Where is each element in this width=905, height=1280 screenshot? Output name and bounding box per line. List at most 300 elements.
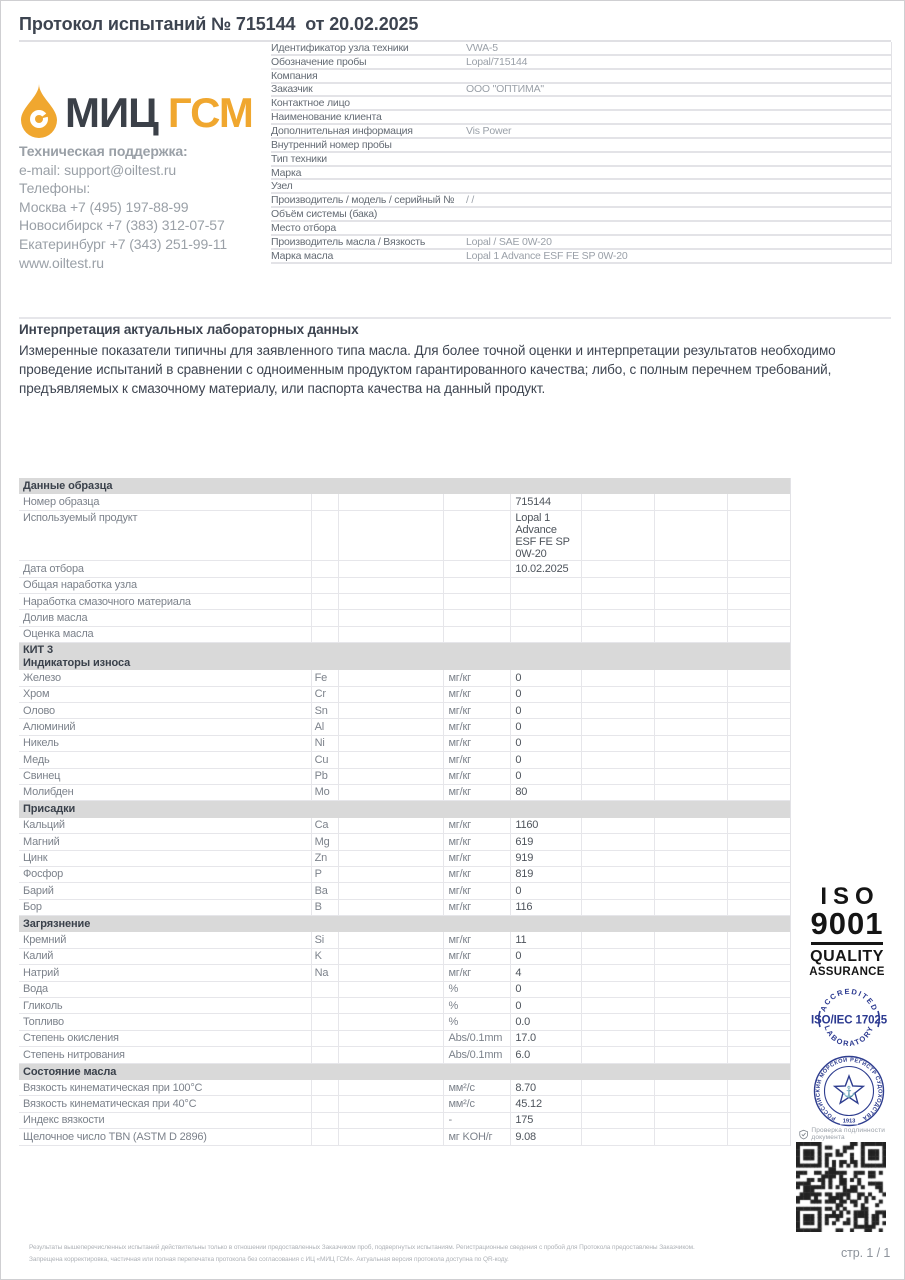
cell-name: Используемый продукт <box>23 512 138 525</box>
cell-unit <box>443 594 510 609</box>
cell-value: 175 <box>510 1113 581 1128</box>
cell-unit: мг/кг <box>443 965 510 980</box>
table-row <box>19 1113 790 1129</box>
cell-empty <box>581 1096 654 1111</box>
cell-empty <box>727 1080 790 1095</box>
table-row <box>19 883 790 899</box>
cell-empty <box>581 900 654 915</box>
cell-empty <box>338 818 444 833</box>
cell-symbol <box>311 610 338 625</box>
cell-empty <box>338 867 444 882</box>
cell-symbol: Si <box>311 932 338 947</box>
table-row <box>19 511 790 562</box>
cell-empty <box>338 883 444 898</box>
cell-unit: мг/кг <box>443 785 510 800</box>
cell-symbol: B <box>311 900 338 915</box>
cell-empty <box>727 578 790 593</box>
cell-empty <box>581 1047 654 1062</box>
sample-info-label: Узел <box>271 180 293 193</box>
qr-caption: Проверка подлинности документа <box>811 1127 886 1141</box>
oil-drop-icon <box>17 83 61 139</box>
cell-empty <box>654 900 727 915</box>
cell-value: 0 <box>510 769 581 784</box>
cell-empty <box>581 719 654 734</box>
footer-disclaimer-line2: Запрещена корректировка, частичная или полная перепечатка протокола без согласования с ИЦ «МИЦ ГСМ». Актуальная версия протокола доступна по QR-коду. <box>29 1256 509 1263</box>
section-divider <box>19 317 891 319</box>
table-row <box>19 610 790 626</box>
cell-empty <box>338 1014 444 1029</box>
cell-unit: мг KOH/г <box>443 1129 510 1144</box>
table-row <box>19 670 790 686</box>
cell-empty <box>338 998 444 1013</box>
cell-empty <box>581 687 654 702</box>
cell-unit: % <box>443 1014 510 1029</box>
sample-info-value: Lopal 1 Advance ESF FE SP 0W-20 <box>466 249 628 262</box>
table-row <box>19 719 790 735</box>
sample-info-label: Идентификатор узла техники <box>271 41 409 54</box>
sample-info-label: Контактное лицо <box>271 97 350 110</box>
cell-name: Индекс вязкости <box>23 1114 105 1127</box>
iso17025-arc-bottom: LABORATORY <box>822 1024 876 1049</box>
cell-empty <box>654 818 727 833</box>
cell-unit: мм²/с <box>443 1080 510 1095</box>
cell-name: Магний <box>23 835 60 848</box>
maritime-ring-text: РОССИЙСКИЙ МОРСКОЙ РЕГИСТР СУДОХОДСТВА <box>815 1057 883 1122</box>
sample-info-row <box>271 208 891 222</box>
cell-symbol: Na <box>311 965 338 980</box>
cell-name: Гликоль <box>23 999 63 1012</box>
iso9001-badge <box>807 885 887 979</box>
section-title: КИТ 3 <box>23 644 54 657</box>
results-table <box>19 478 791 1146</box>
sample-info-row <box>271 153 891 167</box>
cell-empty <box>654 932 727 947</box>
table-row <box>19 851 790 867</box>
cell-value <box>510 627 581 642</box>
cell-empty <box>727 851 790 866</box>
cell-unit: мг/кг <box>443 670 510 685</box>
cell-name: Щелочное число TBN (ASTM D 2896) <box>23 1130 207 1143</box>
cell-empty <box>727 627 790 642</box>
table-row <box>19 1047 790 1063</box>
table-row <box>19 1129 790 1145</box>
cell-value: 0 <box>510 982 581 997</box>
cell-empty <box>654 578 727 593</box>
cell-empty <box>727 594 790 609</box>
table-row <box>19 834 790 850</box>
sample-info-row <box>271 70 891 84</box>
table-row <box>19 818 790 834</box>
cell-value: 715144 <box>510 494 581 509</box>
cell-empty <box>654 1129 727 1144</box>
cell-empty <box>338 594 444 609</box>
maritime-register-emblem <box>811 1053 887 1129</box>
brand-wordmark <box>65 89 253 137</box>
cell-name: Барий <box>23 884 54 897</box>
phone-ekaterinburg: Екатеринбург +7 (343) 251-99-11 <box>19 235 228 252</box>
cell-symbol: Sn <box>311 703 338 718</box>
cell-symbol <box>311 594 338 609</box>
cell-value <box>510 578 581 593</box>
cell-symbol <box>311 1031 338 1046</box>
cell-value: 4 <box>510 965 581 980</box>
cell-symbol: Al <box>311 719 338 734</box>
sample-info-value: Vis Power <box>466 124 512 137</box>
cell-empty <box>654 736 727 751</box>
cell-name: Хром <box>23 688 50 701</box>
cell-empty <box>581 1031 654 1046</box>
cell-empty <box>654 982 727 997</box>
cell-empty <box>727 752 790 767</box>
sample-info-value: ООО "ОПТИМА" <box>466 83 544 96</box>
cell-unit: - <box>443 1113 510 1128</box>
cell-symbol <box>311 578 338 593</box>
section-title: Присадки <box>23 803 76 816</box>
iso17025-center: ISO/IEC 17025 <box>810 1014 888 1027</box>
cell-empty <box>581 736 654 751</box>
cell-name: Калий <box>23 950 54 963</box>
table-row <box>19 703 790 719</box>
cell-symbol: Ni <box>311 736 338 751</box>
cell-unit <box>443 511 510 561</box>
cell-empty <box>338 561 444 576</box>
cell-empty <box>727 561 790 576</box>
cell-name: Степень нитрования <box>23 1048 125 1061</box>
sample-info-label: Обозначение пробы <box>271 55 367 68</box>
cell-empty <box>654 687 727 702</box>
cell-empty <box>338 932 444 947</box>
brand-logo <box>17 83 61 144</box>
cell-unit <box>443 610 510 625</box>
sample-info-value: Lopal / SAE 0W-20 <box>466 235 552 248</box>
sample-info-table <box>271 42 892 264</box>
cell-empty <box>338 578 444 593</box>
cell-value <box>510 594 581 609</box>
cell-empty <box>581 769 654 784</box>
table-row <box>19 932 790 948</box>
table-row <box>19 594 790 610</box>
cell-empty <box>338 670 444 685</box>
cell-empty <box>727 1031 790 1046</box>
table-section-header <box>19 478 790 494</box>
cell-symbol: Ca <box>311 818 338 833</box>
cell-value: 0 <box>510 949 581 964</box>
cell-name: Вода <box>23 983 48 996</box>
cell-symbol <box>311 1080 338 1095</box>
cell-value <box>510 610 581 625</box>
cell-empty <box>654 949 727 964</box>
svg-text:ACCREDITED <box>818 987 879 1013</box>
cell-empty <box>654 867 727 882</box>
cell-value: 0 <box>510 883 581 898</box>
sample-info-value: Lopal/715144 <box>466 55 528 68</box>
cell-name: Цинк <box>23 852 48 865</box>
cell-empty <box>654 703 727 718</box>
table-row <box>19 736 790 752</box>
cell-empty <box>727 949 790 964</box>
cell-empty <box>654 785 727 800</box>
cell-symbol <box>311 982 338 997</box>
cell-empty <box>338 511 444 561</box>
table-row <box>19 1080 790 1096</box>
sample-info-label: Марка <box>271 166 302 179</box>
cell-empty <box>338 494 444 509</box>
cell-empty <box>654 1113 727 1128</box>
cell-empty <box>338 1080 444 1095</box>
sample-info-row <box>271 167 891 181</box>
cell-name: Долив масла <box>23 611 88 624</box>
cell-empty <box>654 494 727 509</box>
cell-unit: мг/кг <box>443 883 510 898</box>
sample-info-label: Место отбора <box>271 221 336 234</box>
cell-unit: Abs/0.1mm <box>443 1031 510 1046</box>
cell-empty <box>727 1047 790 1062</box>
brand-word-gsm: ГСМ <box>167 89 253 136</box>
cell-empty <box>338 1129 444 1144</box>
svg-text:LABORATORY <box>823 1024 876 1048</box>
cell-empty <box>654 627 727 642</box>
section-subtitle: Индикаторы износа <box>23 656 131 669</box>
cell-empty <box>581 998 654 1013</box>
sample-info-label: Производитель / модель / серийный № <box>271 194 455 207</box>
support-label: Техническая поддержка: <box>19 143 188 159</box>
cell-empty <box>338 610 444 625</box>
cell-value: 919 <box>510 851 581 866</box>
cell-empty <box>338 769 444 784</box>
cell-empty <box>727 511 790 561</box>
iso9001-quality: QUALITY <box>810 948 884 965</box>
cell-name: Кремний <box>23 933 67 946</box>
cell-symbol <box>311 1014 338 1029</box>
cell-empty <box>654 1080 727 1095</box>
sample-info-value: VWA-5 <box>466 41 498 54</box>
sample-info-label: Компания <box>271 69 318 82</box>
cell-value: 0 <box>510 670 581 685</box>
cell-name: Вязкость кинематическая при 40°C <box>23 1097 197 1110</box>
cell-symbol <box>311 511 338 561</box>
cell-name: Степень окисления <box>23 1032 119 1045</box>
cell-empty <box>581 1014 654 1029</box>
table-row <box>19 752 790 768</box>
sample-info-label: Заказчик <box>271 83 313 96</box>
cell-value: 0 <box>510 752 581 767</box>
cell-empty <box>654 965 727 980</box>
sample-info-row <box>271 56 891 70</box>
cell-symbol <box>311 1113 338 1128</box>
cell-empty <box>338 1031 444 1046</box>
cell-symbol: Mo <box>311 785 338 800</box>
cell-empty <box>727 670 790 685</box>
cell-empty <box>581 883 654 898</box>
cell-value: 45.12 <box>510 1096 581 1111</box>
sample-info-row <box>271 222 891 236</box>
sample-info-row <box>271 250 891 264</box>
cell-name: Молибден <box>23 786 74 799</box>
table-section-header <box>19 1064 790 1080</box>
brand-word-mic: МИЦ <box>65 89 158 136</box>
cell-empty <box>338 752 444 767</box>
cell-symbol: K <box>311 949 338 964</box>
cell-empty <box>338 834 444 849</box>
cell-value: 0.0 <box>510 1014 581 1029</box>
sample-info-row <box>271 111 891 125</box>
cell-empty <box>727 494 790 509</box>
table-row <box>19 949 790 965</box>
sample-info-label: Объём системы (бака) <box>271 208 378 221</box>
cell-empty <box>581 949 654 964</box>
cell-empty <box>727 785 790 800</box>
cell-empty <box>338 965 444 980</box>
cell-unit <box>443 578 510 593</box>
cell-empty <box>581 785 654 800</box>
cell-empty <box>727 900 790 915</box>
cell-value: 0 <box>510 703 581 718</box>
cell-symbol: Ba <box>311 883 338 898</box>
cell-symbol <box>311 1047 338 1062</box>
cell-empty <box>654 998 727 1013</box>
cell-empty <box>581 1080 654 1095</box>
cell-empty <box>338 785 444 800</box>
cell-symbol <box>311 627 338 642</box>
cell-empty <box>581 703 654 718</box>
cell-value: 0 <box>510 687 581 702</box>
table-row <box>19 687 790 703</box>
sample-info-label: Тип техники <box>271 152 327 165</box>
interpretation-text: Измеренные показатели типичны для заявленного типа масла. Для более точной оценки и интерпретации результатов необходимо проведение испытаний в сравнении с одноименным продуктом гарантированного качества; либо, с полным перечнем требований, предъявляемых к смазочному материалу, или паспорта качества на данный продукт. <box>19 343 836 396</box>
cell-value: 10.02.2025 <box>510 561 581 576</box>
table-section-header <box>19 643 790 670</box>
sample-info-row <box>271 97 891 111</box>
cell-empty <box>581 610 654 625</box>
cell-empty <box>727 719 790 734</box>
table-row <box>19 1014 790 1030</box>
cell-unit: мг/кг <box>443 769 510 784</box>
cell-empty <box>338 703 444 718</box>
cell-empty <box>654 752 727 767</box>
page-number: стр. 1 / 1 <box>841 1246 891 1260</box>
cell-empty <box>727 703 790 718</box>
cell-symbol <box>311 998 338 1013</box>
cell-empty <box>727 965 790 980</box>
cell-empty <box>727 998 790 1013</box>
table-row <box>19 965 790 981</box>
cell-name: Натрий <box>23 966 60 979</box>
cell-empty <box>581 670 654 685</box>
cell-empty <box>727 818 790 833</box>
phones-label: Телефоны: <box>19 180 91 197</box>
cell-unit <box>443 561 510 576</box>
cell-unit: мг/кг <box>443 900 510 915</box>
table-row <box>19 867 790 883</box>
cell-empty <box>727 982 790 997</box>
cell-value: 116 <box>510 900 581 915</box>
table-row <box>19 785 790 801</box>
cell-empty <box>581 627 654 642</box>
cell-empty <box>338 687 444 702</box>
cell-empty <box>727 1014 790 1029</box>
cell-value: 0 <box>510 998 581 1013</box>
cell-value: 1160 <box>510 818 581 833</box>
anchor-icon: ⚓ <box>842 1086 856 1099</box>
iso9001-rule <box>811 942 883 945</box>
interpretation-title: Интерпретация актуальных лабораторных данных <box>19 322 359 337</box>
cell-unit: мг/кг <box>443 719 510 734</box>
cell-unit <box>443 494 510 509</box>
sample-info-label: Производитель масла / Вязкость <box>271 235 426 248</box>
cell-empty <box>338 627 444 642</box>
cell-empty <box>654 561 727 576</box>
cell-empty <box>654 834 727 849</box>
table-row <box>19 494 790 510</box>
qr-caption-row <box>799 1127 904 1141</box>
cell-value: 0 <box>510 719 581 734</box>
sample-info-label: Внутренний номер пробы <box>271 138 392 151</box>
cell-value: 619 <box>510 834 581 849</box>
cell-empty <box>654 883 727 898</box>
cell-empty <box>338 719 444 734</box>
cell-empty <box>338 1047 444 1062</box>
cell-value: 6.0 <box>510 1047 581 1062</box>
cell-name: Медь <box>23 753 50 766</box>
table-section-header <box>19 801 790 817</box>
iso9001-iso: ISO <box>820 883 880 910</box>
cell-value: 17.0 <box>510 1031 581 1046</box>
iso9001-assurance: ASSURANCE <box>809 966 885 978</box>
cell-name: Топливо <box>23 1015 64 1028</box>
cell-empty <box>727 687 790 702</box>
cell-symbol <box>311 494 338 509</box>
cell-unit: мг/кг <box>443 867 510 882</box>
cell-empty <box>581 594 654 609</box>
cell-empty <box>581 932 654 947</box>
cell-value: 80 <box>510 785 581 800</box>
sample-info-label: Наименование клиента <box>271 111 382 124</box>
cell-empty <box>654 1096 727 1111</box>
cell-empty <box>581 494 654 509</box>
cell-empty <box>654 719 727 734</box>
cell-empty <box>727 883 790 898</box>
table-row <box>19 900 790 916</box>
table-row <box>19 982 790 998</box>
cell-empty <box>727 932 790 947</box>
cell-empty <box>581 965 654 980</box>
cell-empty <box>338 736 444 751</box>
cell-unit: мг/кг <box>443 932 510 947</box>
table-row <box>19 769 790 785</box>
table-row <box>19 627 790 643</box>
cell-symbol: Mg <box>311 834 338 849</box>
cell-unit: мг/кг <box>443 949 510 964</box>
cell-empty <box>727 610 790 625</box>
cell-empty <box>581 752 654 767</box>
cell-empty <box>581 982 654 997</box>
cell-name: Свинец <box>23 770 61 783</box>
qr-code <box>796 1142 886 1232</box>
sample-info-label: Дополнительная информация <box>271 124 413 137</box>
cell-name: Фосфор <box>23 868 64 881</box>
cell-value: 8.70 <box>510 1080 581 1095</box>
section-title: Состояние масла <box>23 1065 117 1078</box>
cell-name: Общая наработка узла <box>23 579 137 592</box>
cell-empty <box>581 1113 654 1128</box>
cell-unit: Abs/0.1mm <box>443 1047 510 1062</box>
table-row <box>19 998 790 1014</box>
cell-value: Lopal 1 Advance ESF FE SP 0W-20 <box>510 511 581 561</box>
section-title: Загрязнение <box>23 918 91 931</box>
contact-block <box>19 142 227 272</box>
cell-symbol <box>311 561 338 576</box>
maritime-year: 1913 <box>842 1118 856 1125</box>
